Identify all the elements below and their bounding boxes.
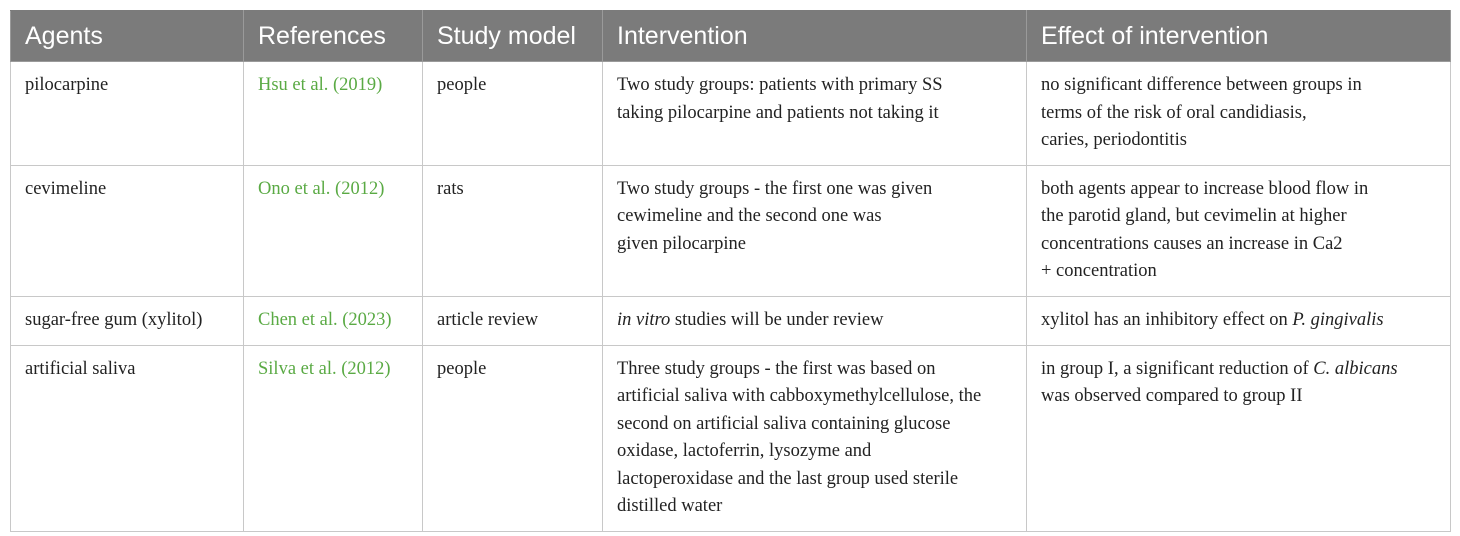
intervention-text: studies will be under review (670, 309, 884, 330)
reference-cell (244, 345, 423, 531)
reference-link[interactable]: Chen et al. (2023) (258, 309, 392, 330)
effect-text: xylitol has an inhibitory effect on (1041, 309, 1293, 330)
effect-cell (1027, 165, 1451, 296)
agent-text: cevimeline (25, 178, 107, 199)
effect-line: no significant difference between groups in (1041, 75, 1362, 95)
intervention-line: second on artificial saliva containing glucose (617, 413, 951, 434)
study-model-cell (423, 345, 603, 531)
study-model-text: people (437, 358, 487, 379)
table-row (11, 165, 1451, 296)
effect-line: was observed compared to group II (1041, 386, 1303, 406)
reference-cell (244, 62, 423, 166)
agent-cell (11, 345, 244, 531)
intervention-line: taking pilocarpine and patients not taking it (617, 102, 939, 123)
reference-link[interactable]: Ono et al. (2012) (258, 178, 385, 199)
study-model-cell (423, 62, 603, 166)
intervention-line: artificial saliva with cabboxymethylcellulose, the (617, 386, 982, 406)
effect-cell (1027, 62, 1451, 166)
intervention-line: lactoperoxidase and the last group used sterile (617, 468, 959, 489)
effect-line: the parotid gland, but cevimelin at higher (1041, 206, 1347, 226)
table-row (11, 62, 1451, 166)
reference-cell (244, 165, 423, 296)
study-model-cell (423, 296, 603, 345)
agent-text: artificial saliva (25, 358, 136, 379)
study-model-text: article review (437, 309, 539, 330)
table-row (11, 345, 1451, 531)
effect-italic: C. albicans (1313, 358, 1398, 379)
agent-text: pilocarpine (25, 75, 109, 95)
intervention-line: oxidase, lactoferrin, lysozyme and (617, 441, 872, 461)
study-model-cell (423, 165, 603, 296)
effect-italic: P. gingivalis (1292, 309, 1384, 330)
study-model-text: rats (437, 178, 464, 199)
agent-text: sugar-free gum (xylitol) (25, 309, 203, 330)
header-row (11, 11, 1451, 62)
reference-cell (244, 296, 423, 345)
data-table (10, 10, 1451, 532)
effect-text: in group I, a significant reduction of (1041, 358, 1314, 379)
intervention-line: Two study groups - the first one was given (617, 178, 933, 199)
effect-cell (1027, 296, 1451, 345)
study-model-text: people (437, 75, 487, 95)
intervention-line: cewimeline and the second one was (617, 206, 882, 226)
effect-line: + concentration (1041, 261, 1157, 281)
effect-line: caries, periodontitis (1041, 130, 1187, 150)
intervention-line: Two study groups: patients with primary SS (617, 75, 943, 95)
header-effect: Effect of intervention (1027, 11, 1451, 62)
intervention-cell (603, 62, 1027, 166)
intervention-italic: in vitro (617, 309, 671, 330)
effect-line: terms of the risk of oral candidiasis, (1041, 102, 1307, 123)
table-row (11, 296, 1451, 345)
header-references: References (244, 11, 423, 62)
effect-cell (1027, 345, 1451, 531)
effect-line: both agents appear to increase blood flow in (1041, 178, 1369, 199)
intervention-cell (603, 296, 1027, 345)
agent-cell (11, 62, 244, 166)
intervention-cell (603, 165, 1027, 296)
header-intervention: Intervention (603, 11, 1027, 62)
agent-cell (11, 296, 244, 345)
intervention-line: distilled water (617, 496, 723, 516)
reference-link[interactable]: Hsu et al. (2019) (258, 75, 383, 95)
intervention-line: given pilocarpine (617, 233, 746, 254)
agent-cell (11, 165, 244, 296)
effect-line: concentrations causes an increase in Ca2 (1041, 233, 1343, 254)
header-agents: Agents (11, 11, 244, 62)
reference-link[interactable]: Silva et al. (2012) (258, 358, 391, 379)
intervention-line: Three study groups - the first was based on (617, 358, 936, 379)
intervention-cell (603, 345, 1027, 531)
header-study-model: Study model (423, 11, 603, 62)
